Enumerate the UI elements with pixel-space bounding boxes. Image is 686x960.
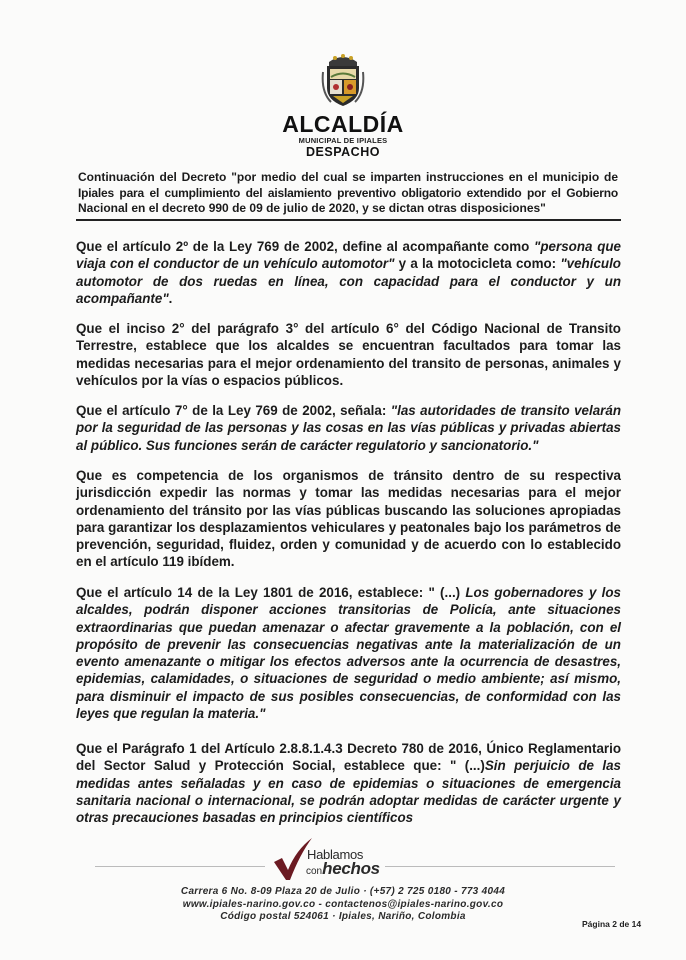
page-number: Página 2 de 14: [582, 919, 642, 929]
org-department: DESPACHO: [306, 145, 380, 159]
footer-address: Carrera 6 No. 8-09 Plaza 20 de Julio · (+57) 2 725 0180 - 773 4044: [180, 886, 506, 897]
paragraph-ley-1801: Que el artículo 14 de la Ley 1801 de 2016, establece: " (...) Los gobernadores y los alcaldes, podrán disponer acciones transitorias de Policía, ante situaciones extraordinarias que puedan amenazar o afectar gravemente a la población, con el propósito de prevenir las consecuencias negativas ante la materialización de un evento amenazante o mitigar los efectos adversos ante la ocurrencia de desastres, epidemias, calamidades, o situaciones de seguridad o medio ambiente; así mismo, para disminuir el impacto de sus posibles consecuencias, de conformidad con las leyes que regulan la materia.": [76, 585, 621, 722]
preamble-line: Continuación del Decreto "por medio del cual se imparten instrucciones en el municipio de: [78, 170, 618, 184]
paragraph-competencia: Que es competencia de los organismos de tránsito dentro de su respectiva jurisdicción expedir las normas y tomar las medidas necesarias para el mejor ordenamiento del tránsito por las vías públicas buscando las soluciones apropiadas para garantizar los desplazamientos vehiculares y peatonales bajo los parámetros de prevención, seguridad, fluidez, orden y comunidad y de acuerdo con lo establecido en el artículo 119 ibídem.: [76, 468, 621, 570]
letterhead: [0, 52, 686, 159]
slogan-logo: [272, 836, 412, 882]
org-subtitle: MUNICIPAL DE IPIALES: [298, 136, 388, 145]
decree-preamble: [78, 170, 618, 217]
slogan-text-bottom: conhechos: [306, 859, 380, 878]
footer-divider-left: [95, 866, 265, 867]
preamble-line: Ipiales para el cumplimiento del aislamiento preventivo obligatorio extendido por el Gobierno: [78, 185, 618, 200]
org-title: ALCALDÍA: [282, 111, 404, 137]
paragraph-article-7: Que el artículo 7° de la Ley 769 de 2002, señala: "las autoridades de transito velarán por la seguridad de las personas y las cosas en las vías públicas y privadas abiertas al público. Sus funciones serán de carácter regulatorio y sancionatorio.": [76, 403, 622, 453]
footer-postal: Código postal 524061 · Ipiales, Nariño, Colombia: [220, 911, 466, 922]
footer-contact: [0, 886, 686, 924]
paragraph-codigo-transito: Que el inciso 2° del parágrafo 3° del artículo 6° del Código Nacional de Transito Terrestre, establece que los alcaldes se encuentran facultados para tomar las medidas necesarias para el mejor ordenamiento del transito de personas, animales y vehículos por la vías o espacios públicos.: [76, 321, 621, 388]
slogan-text-top: Hablamos: [307, 847, 364, 862]
footer-divider-right: [385, 866, 615, 867]
coat-of-arms-icon: [321, 52, 365, 110]
preamble-line: Nacional en el decreto 990 de 09 de julio de 2020, y se dictan otras disposiciones": [78, 201, 546, 215]
footer-web-email: www.ipiales-narino.gov.co - contactenos@ipiales-narino.gov.co: [182, 898, 504, 910]
preamble-divider: [76, 219, 621, 221]
paragraph-article-2: Que el artículo 2º de la Ley 769 de 2002, define al acompañante como "persona que viaja con el conductor de un vehículo automotor" y a la motocicleta como: "vehículo automotor de dos ruedas en línea, con capacidad para el conductor y un acompañante".: [76, 239, 622, 306]
paragraph-decreto-780: Que el Parágrafo 1 del Artículo 2.8.8.1.4.3 Decreto 780 de 2016, Único Reglamentario del Sector Salud y Protección Social, establece que: " (...)Sin perjuicio de las medidas antes señaladas y en caso de epidemias o situaciones de emergencia sanitaria nacional o internacional, se podrán adoptar medidas de carácter urgente y otras precauciones basadas en principios científicos: [76, 741, 621, 826]
